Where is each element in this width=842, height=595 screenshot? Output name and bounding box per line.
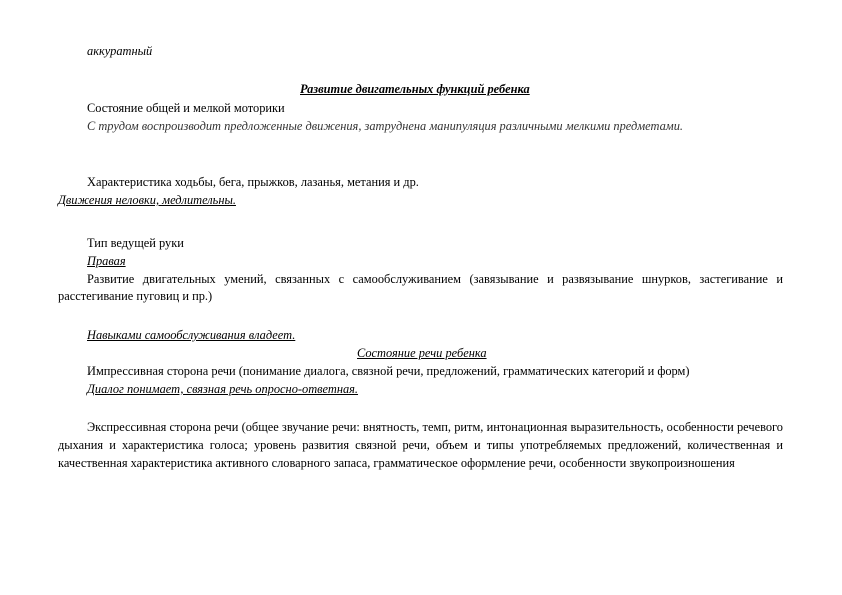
field-label-motor-skills: Состояние общей и мелкой моторики — [87, 101, 285, 115]
field-value-motor-skills: С трудом воспроизводит предложенные движения, затруднена манипуляция различными мелкими предметами. — [87, 119, 684, 133]
field-label-expressive-speech: Экспрессивная сторона речи (общее звучание речи: внятность, темп, ритм, интонационная выразительность, особенности речевого дыхания и характеристика голоса; уровень развития связной речи, объем и типы употребляемых предложений, количественная и качественная характеристика активного словарного запаса, грамматическое оформление речи, особенности звукопроизношения — [58, 420, 783, 470]
field-label-impressive-speech: Импрессивная сторона речи (понимание диалога, связной речи, предложений, грамматических категорий и форм) — [87, 364, 690, 378]
field-value-accurate: аккуратный — [87, 44, 153, 58]
field-value-self-care: Навыками самообслуживания владеет. — [87, 328, 296, 342]
field-value-leading-hand: Правая — [87, 254, 126, 268]
field-label-walking: Характеристика ходьбы, бега, прыжков, лазанья, метания и др. — [87, 175, 419, 189]
field-value-walking: Движения неловки, медлительны. — [58, 193, 236, 207]
field-label-leading-hand: Тип ведущей руки — [87, 236, 184, 250]
section-title-speech-state: Состояние речи ребенка — [357, 346, 487, 360]
field-label-self-care: Развитие двигательных умений, связанных с самообслуживанием (завязывание и развязывание шнурков, застегивание и расстегивание пуговиц и пр.) — [58, 272, 783, 303]
field-value-impressive-speech: Диалог понимает, связная речь опросно-ответная. — [87, 382, 359, 396]
section-title-motor-functions: Развитие двигательных функций ребенка — [300, 82, 530, 96]
